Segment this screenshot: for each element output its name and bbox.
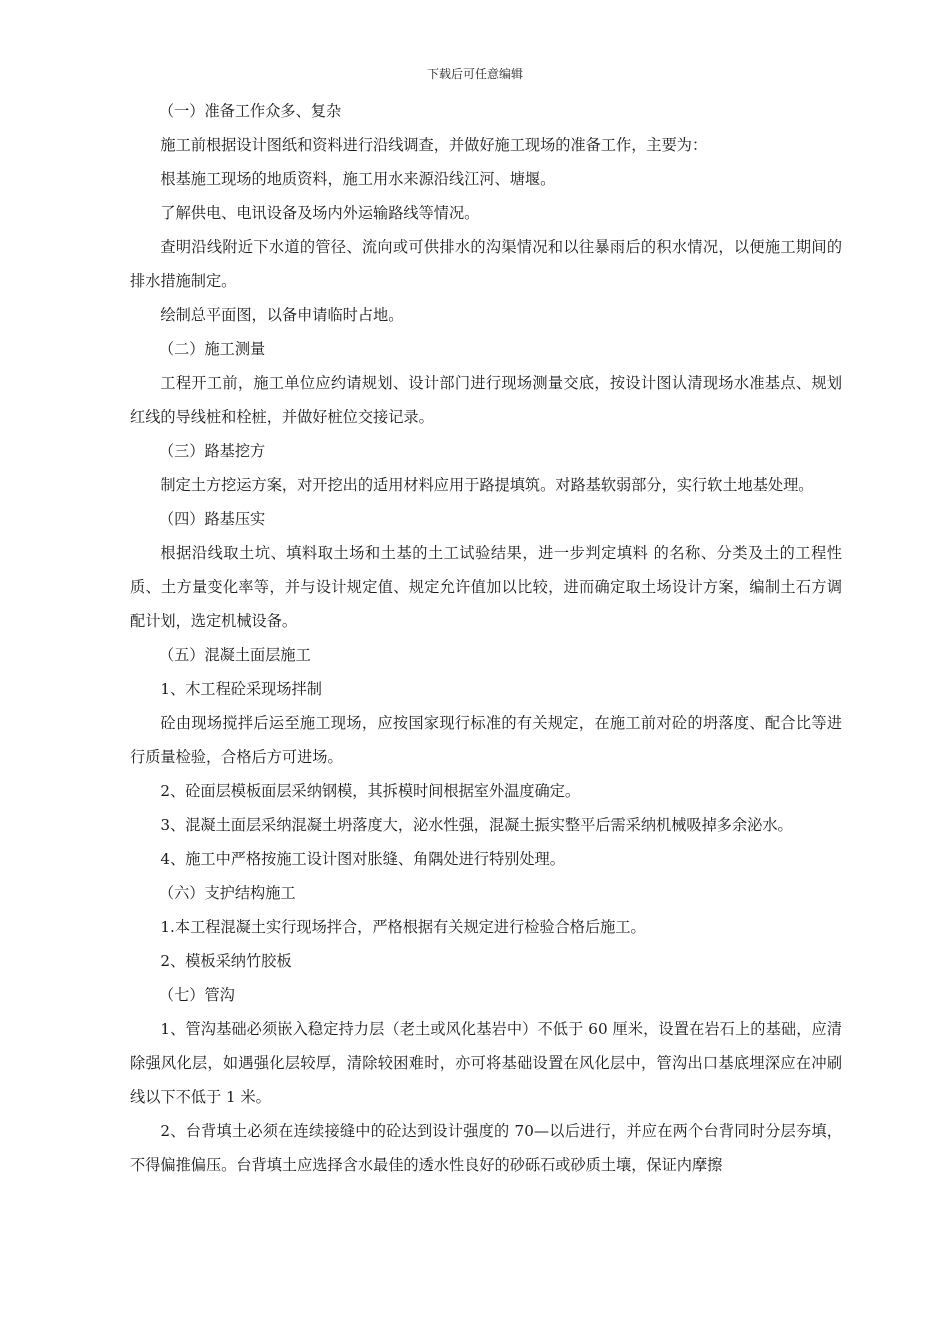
section-heading: （五）混凝土面层施工 (158, 646, 311, 664)
paragraph: 1、木工程砼采现场拌制 (160, 680, 322, 698)
section-heading: （六）支护结构施工 (158, 884, 296, 902)
page-header: 下载后可任意编辑 (426, 67, 523, 81)
paragraph: 绘制总平面图，以备申请临时占地。 (160, 306, 404, 324)
paragraph: 查明沿线附近下水道的管径、流向或可供排水的沟渠情况和以往暴雨后的积水情况，以便施工期间的排水措施制定。 (130, 238, 842, 290)
paragraph: 3、混凝土面层采纳混凝土坍落度大，泌水性强，混凝土振实整平后需采纳机械吸掉多余泌水。 (160, 816, 793, 834)
paragraph: 根据沿线取土坑、填料取土场和土基的土工试验结果，进一步判定填料 的名称、分类及土的工程性质、土方量变化率等，并与设计规定值、规定允许值加以比较，进而确定取土场设计方案，编制土石方调配计划，选定机械设备。 (130, 544, 842, 630)
paragraph: 2、模板采纳竹胶板 (160, 952, 292, 970)
paragraph: 4、施工中严格按施工设计图对胀缝、角隅处进行特别处理。 (160, 850, 565, 868)
paragraph: 2、砼面层模板面层采纳钢模，其拆模时间根据室外温度确定。 (160, 782, 581, 800)
section-heading: （七）管沟 (158, 986, 235, 1004)
section-heading: （一）准备工作众多、复杂 (158, 102, 342, 120)
paragraph: 1.本工程混凝土实行现场拌合，严格根据有关规定进行检验合格后施工。 (160, 918, 646, 936)
section-heading: （二）施工测量 (158, 340, 266, 358)
paragraph: 砼由现场搅拌后运至施工现场，应按国家现行标准的有关规定，在施工前对砼的坍落度、配合比等进行质量检验，合格后方可进场。 (130, 714, 842, 766)
section-heading: （四）路基压实 (158, 510, 266, 528)
paragraph: 2、台背填土必须在连续接缝中的砼达到设计强度的 70—以后进行，并应在两个台背同时分层夯填，不得偏推偏压。台背填土应选择含水最佳的透水性良好的砂砾石或砂质土壤，保证内摩擦 (130, 1122, 842, 1174)
paragraph: 了解供电、电讯设备及场内外运输路线等情况。 (160, 204, 480, 222)
section-heading: （三）路基挖方 (158, 442, 266, 460)
document-body (130, 94, 842, 1182)
paragraph: 制定土方挖运方案，对开挖出的适用材料应用于路提填筑。对路基软弱部分，实行软土地基处理。 (160, 476, 814, 494)
paragraph: 施工前根据设计图纸和资料进行沿线调查，并做好施工现场的准备工作，主要为： (160, 136, 708, 154)
paragraph: 1、管沟基础必须嵌入稳定持力层（老土或风化基岩中）不低于 60 厘米，设置在岩石上的基础，应清除强风化层，如遇强化层较厚，清除较困难时，亦可将基础设置在风化层中，管沟出口基底埋深应在冲刷线以下不低于 1 米。 (130, 1020, 842, 1106)
paragraph: 根基施工现场的地质资料，施工用水来源沿线江河、塘堰。 (160, 170, 556, 188)
paragraph: 工程开工前，施工单位应约请规划、设计部门进行现场测量交底，按设计图认清现场水准基点、规划红线的导线桩和栓桩，并做好桩位交接记录。 (130, 374, 842, 426)
